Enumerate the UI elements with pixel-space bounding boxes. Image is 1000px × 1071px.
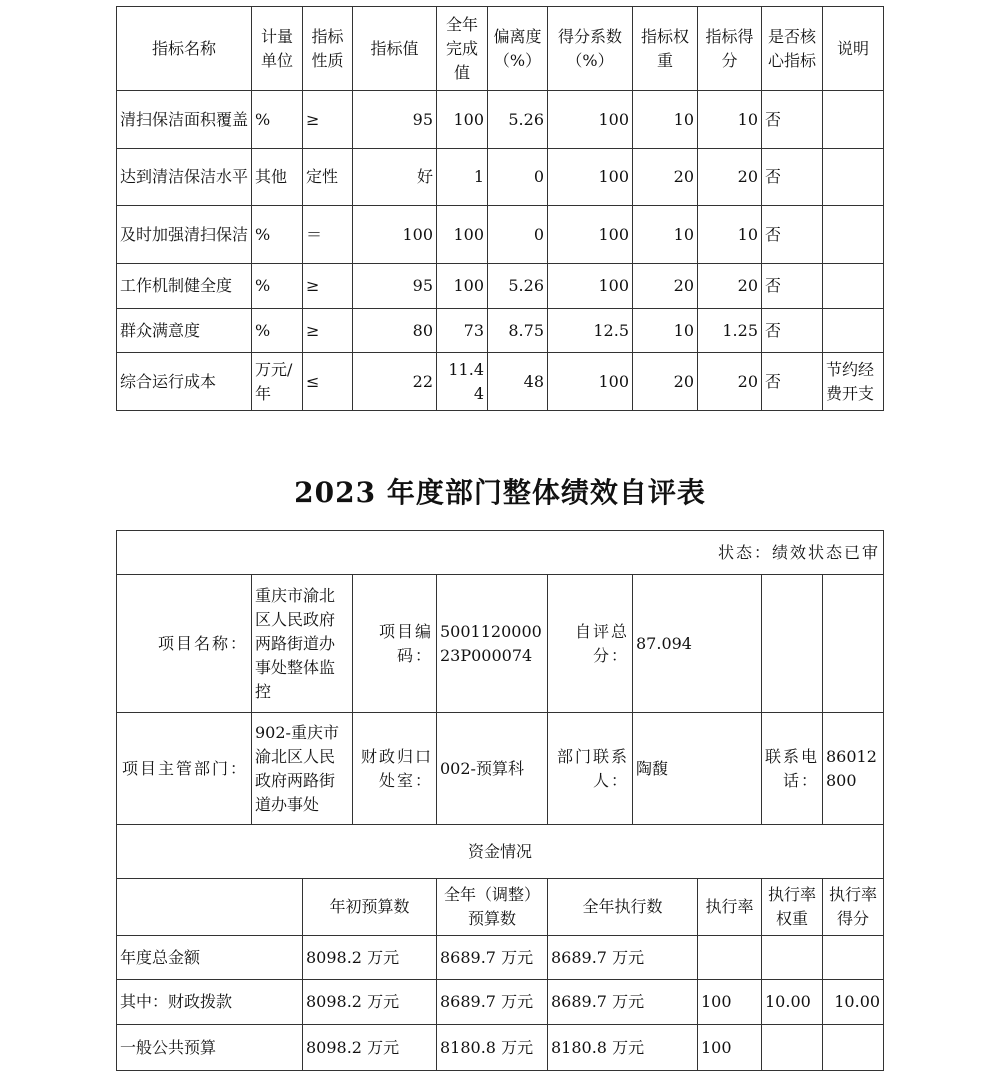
contact-label: 部门联系人：: [548, 713, 633, 825]
header-cell: 指标得分: [698, 7, 762, 91]
funds-header-cell: 执行率: [698, 879, 762, 936]
indicator-name: 工作机制健全度: [117, 264, 252, 309]
table-row: [117, 1025, 884, 1071]
actual-value: 100: [437, 264, 488, 309]
coefficient-value: 100: [548, 353, 633, 411]
note-cell: [823, 206, 884, 264]
coefficient-value: 100: [548, 206, 633, 264]
table-row: [117, 91, 884, 149]
target-value: 好: [353, 149, 437, 206]
actual-value: 100: [437, 91, 488, 149]
actual-value: 100: [437, 206, 488, 264]
weight-value: 10: [633, 309, 698, 353]
project-name-row: [117, 575, 884, 713]
office-label: 财政归口处室：: [353, 713, 437, 825]
header-cell: 全年完成值: [437, 7, 488, 91]
rate-score: 10.00: [823, 980, 884, 1025]
status-text: 状态：绩效状态已审: [117, 531, 884, 575]
note-cell: [823, 264, 884, 309]
initial-budget: 8098.2 万元: [303, 1025, 437, 1071]
rate-score: [823, 936, 884, 980]
funds-title: 资金情况: [117, 825, 884, 879]
actual-value: 73: [437, 309, 488, 353]
table-row: [117, 206, 884, 264]
weight-value: 10: [633, 91, 698, 149]
table-row: [117, 936, 884, 980]
office-value: 002-预算科: [437, 713, 548, 825]
page-title: 2023 年度部门整体绩效自评表: [294, 476, 706, 509]
table-row: [117, 980, 884, 1025]
note-cell: [823, 309, 884, 353]
deviation-value: 5.26: [488, 91, 548, 149]
project-code-value: 500112000023P000074: [437, 575, 548, 713]
adjusted-budget: 8689.7 万元: [437, 936, 548, 980]
table-row: [117, 264, 884, 309]
initial-budget: 8098.2 万元: [303, 936, 437, 980]
weight-value: 20: [633, 149, 698, 206]
execution-rate: [698, 936, 762, 980]
actual-value: 1: [437, 149, 488, 206]
note-cell: 节约经费开支: [823, 353, 884, 411]
core-flag: 否: [762, 206, 823, 264]
coefficient-value: 100: [548, 264, 633, 309]
project-name-label: 项目名称：: [117, 575, 252, 713]
unit-cell: %: [252, 309, 303, 353]
initial-budget: 8098.2 万元: [303, 980, 437, 1025]
core-flag: 否: [762, 353, 823, 411]
score-value: 20: [698, 353, 762, 411]
adjusted-budget: 8689.7 万元: [437, 980, 548, 1025]
funds-row-label: 一般公共预算: [117, 1025, 303, 1071]
header-cell: 指标名称: [117, 7, 252, 91]
weight-value: 20: [633, 264, 698, 309]
header-cell: 指标值: [353, 7, 437, 91]
phone-label: 联系电话：: [762, 713, 823, 825]
score-value: 10: [698, 91, 762, 149]
note-cell: [823, 149, 884, 206]
table-row: [117, 353, 884, 411]
funds-header-cell: 全年执行数: [548, 879, 698, 936]
unit-cell: %: [252, 206, 303, 264]
rate-score: [823, 1025, 884, 1071]
score-value: 1.25: [698, 309, 762, 353]
nature-cell: ≤: [303, 353, 353, 411]
executed-amount: 8689.7 万元: [548, 980, 698, 1025]
target-value: 22: [353, 353, 437, 411]
project-name-value: 重庆市渝北区人民政府两路街道办事处整体监控: [252, 575, 353, 713]
nature-cell: ＝: [303, 206, 353, 264]
dept-value: 902-重庆市渝北区人民政府两路街道办事处: [252, 713, 353, 825]
score-value: 20: [698, 264, 762, 309]
coefficient-value: 12.5: [548, 309, 633, 353]
score-label: 自评总分：: [548, 575, 633, 713]
status-row: [117, 531, 884, 575]
phone-value: 86012800: [823, 713, 884, 825]
score-value: 20: [698, 149, 762, 206]
rate-weight: [762, 936, 823, 980]
rate-weight: [762, 1025, 823, 1071]
adjusted-budget: 8180.8 万元: [437, 1025, 548, 1071]
indicator-header-row: [117, 7, 884, 91]
deviation-value: 8.75: [488, 309, 548, 353]
funds-header-cell: 全年（调整）预算数: [437, 879, 548, 936]
indicator-table: [116, 6, 884, 411]
header-cell: 偏离度（%）: [488, 7, 548, 91]
coefficient-value: 100: [548, 91, 633, 149]
core-flag: 否: [762, 149, 823, 206]
unit-cell: %: [252, 91, 303, 149]
indicator-name: 清扫保洁面积覆盖: [117, 91, 252, 149]
weight-value: 20: [633, 353, 698, 411]
header-cell: 是否核心指标: [762, 7, 823, 91]
dept-label: 项目主管部门：: [117, 713, 252, 825]
empty-cell: [823, 575, 884, 713]
target-value: 80: [353, 309, 437, 353]
funds-header-cell: 执行率得分: [823, 879, 884, 936]
coefficient-value: 100: [548, 149, 633, 206]
nature-cell: 定性: [303, 149, 353, 206]
header-cell: 得分系数（%）: [548, 7, 633, 91]
header-cell: 指标权重: [633, 7, 698, 91]
executed-amount: 8689.7 万元: [548, 936, 698, 980]
empty-cell: [762, 575, 823, 713]
deviation-value: 48: [488, 353, 548, 411]
core-flag: 否: [762, 309, 823, 353]
deviation-value: 5.26: [488, 264, 548, 309]
funds-header-cell: 执行率权重: [762, 879, 823, 936]
unit-cell: %: [252, 264, 303, 309]
table-row: [117, 309, 884, 353]
execution-rate: 100: [698, 1025, 762, 1071]
nature-cell: ≥: [303, 264, 353, 309]
core-flag: 否: [762, 91, 823, 149]
unit-cell: 其他: [252, 149, 303, 206]
indicator-name: 综合运行成本: [117, 353, 252, 411]
funds-header-row: [117, 879, 884, 936]
funds-row-label: 其中：财政拨款: [117, 980, 303, 1025]
table-row: [117, 149, 884, 206]
weight-value: 10: [633, 206, 698, 264]
indicator-name: 及时加强清扫保洁: [117, 206, 252, 264]
score-value: 10: [698, 206, 762, 264]
deviation-value: 0: [488, 149, 548, 206]
target-value: 95: [353, 91, 437, 149]
target-value: 95: [353, 264, 437, 309]
execution-rate: 100: [698, 980, 762, 1025]
unit-cell: 万元/年: [252, 353, 303, 411]
evaluation-table: [116, 530, 884, 1071]
indicator-name: 达到清洁保洁水平: [117, 149, 252, 206]
score-value: 87.094: [633, 575, 762, 713]
deviation-value: 0: [488, 206, 548, 264]
header-cell: 指标性质: [303, 7, 353, 91]
project-code-label: 项目编码：: [353, 575, 437, 713]
funds-row-label: 年度总金额: [117, 936, 303, 980]
indicator-name: 群众满意度: [117, 309, 252, 353]
note-cell: [823, 91, 884, 149]
core-flag: 否: [762, 264, 823, 309]
nature-cell: ≥: [303, 91, 353, 149]
funds-header-cell: 年初预算数: [303, 879, 437, 936]
header-cell: 计量单位: [252, 7, 303, 91]
department-row: [117, 713, 884, 825]
target-value: 100: [353, 206, 437, 264]
header-cell: 说明: [823, 7, 884, 91]
actual-value: 11.44: [437, 353, 488, 411]
nature-cell: ≥: [303, 309, 353, 353]
funds-header-cell: [117, 879, 303, 936]
rate-weight: 10.00: [762, 980, 823, 1025]
funds-title-row: [117, 825, 884, 879]
executed-amount: 8180.8 万元: [548, 1025, 698, 1071]
contact-value: 陶馥: [633, 713, 762, 825]
